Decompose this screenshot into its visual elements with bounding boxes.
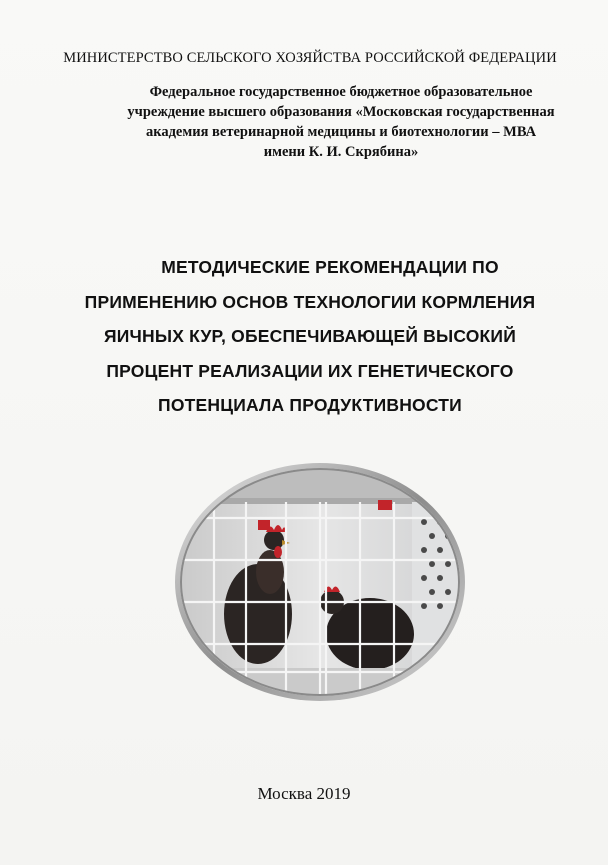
document-title	[40, 250, 580, 423]
institution-line: академия ветеринарной медицины и биотехнологии – МВА	[145, 124, 537, 140]
title-line: МЕТОДИЧЕСКИЕ РЕКОМЕНДАЦИИ ПО	[161, 257, 499, 277]
title-line: ПРИМЕНЕНИЮ ОСНОВ ТЕХНОЛОГИИ КОРМЛЕНИЯ	[84, 291, 536, 312]
ministry-heading: МИНИСТЕРСТВО СЕЛЬСКОГО ХОЗЯЙСТВА РОССИЙСКОЙ ФЕДЕРАЦИИ	[63, 50, 557, 66]
city-year: Москва 2019	[257, 784, 351, 803]
title-line: ЯИЧНЫХ КУР, ОБЕСПЕЧИВАЮЩЕЙ ВЫСОКИЙ	[104, 326, 516, 346]
institution-line: имени К. И. Скрябина»	[263, 144, 419, 160]
institution-line: учреждение высшего образования «Московская государственная	[127, 104, 555, 120]
title-line: ПОТЕНЦИАЛА ПРОДУКТИВНОСТИ	[158, 395, 462, 415]
title-line: ПРОЦЕНТ РЕАЛИЗАЦИИ ИХ ГЕНЕТИЧЕСКОГО	[106, 360, 514, 381]
hens-in-cage-photo	[174, 462, 466, 702]
institution-name	[96, 82, 586, 162]
institution-line: Федеральное государственное бюджетное образовательное	[149, 84, 533, 100]
